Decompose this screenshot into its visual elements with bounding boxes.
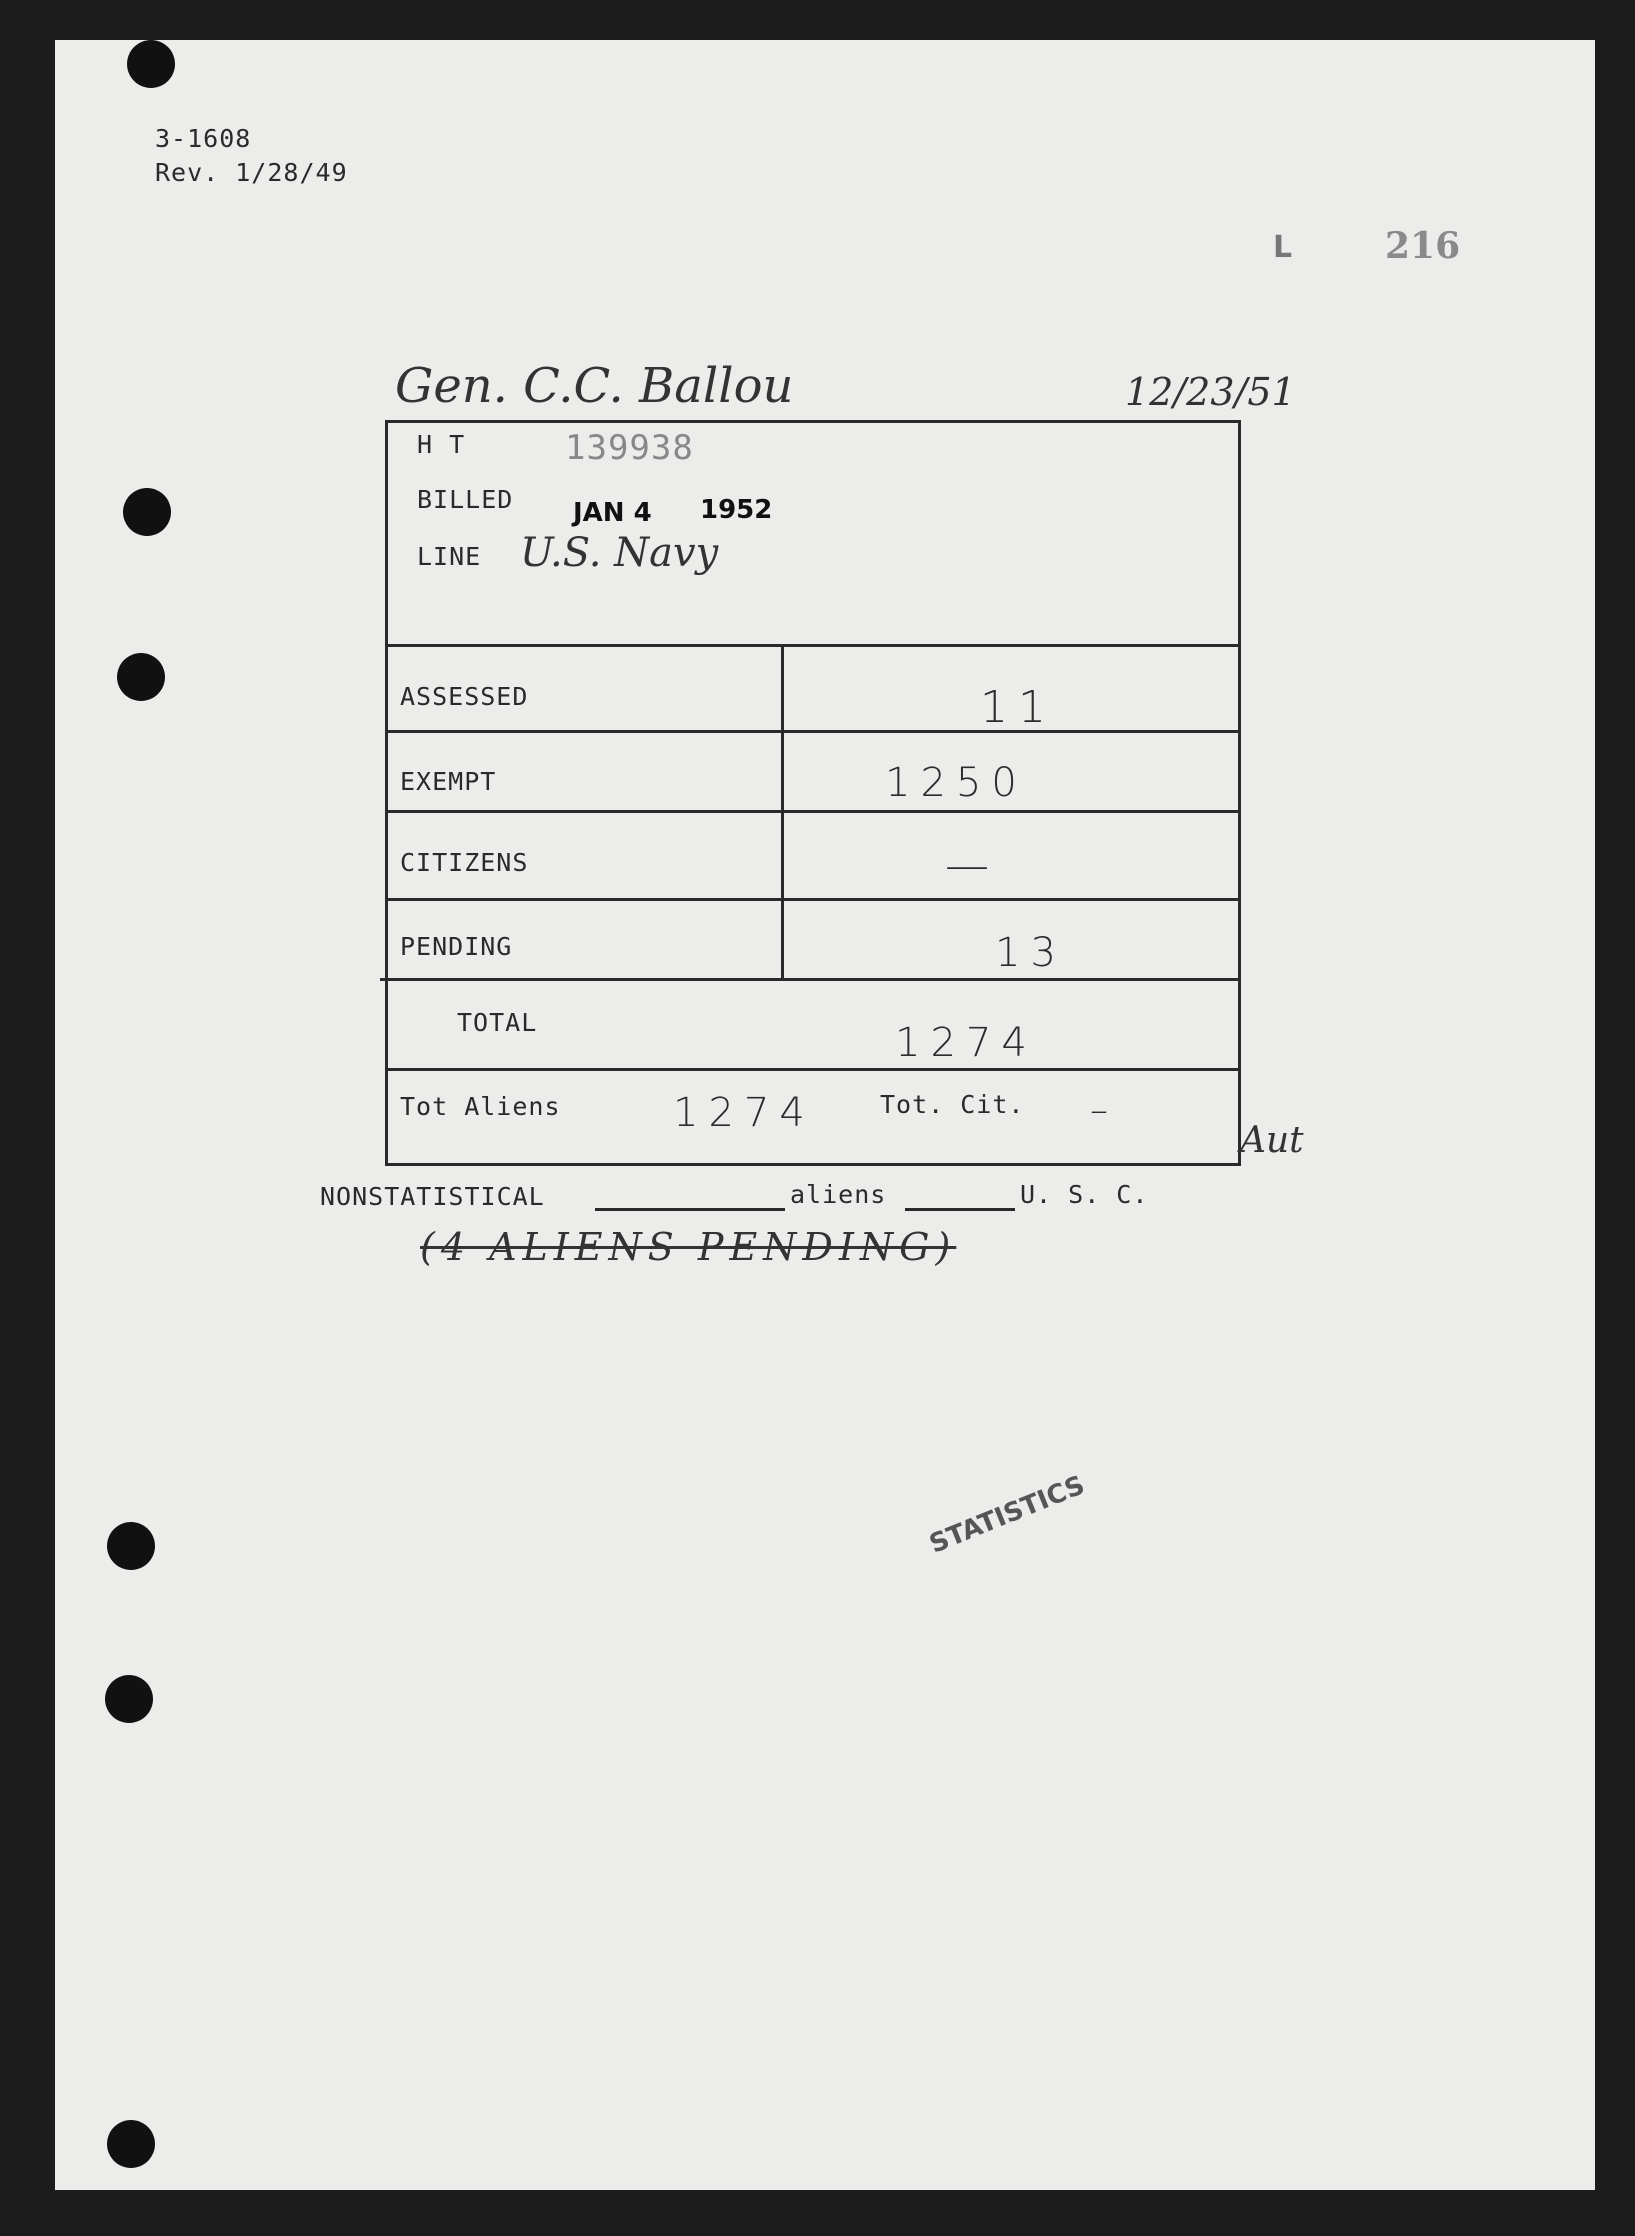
row-value-exempt: 1250	[885, 760, 1027, 806]
ship-name-handwritten: Gen. C.C. Ballou	[395, 358, 794, 414]
punch-hole	[105, 1675, 153, 1723]
table-divider	[385, 1068, 1241, 1071]
form-number: 3-1608	[155, 124, 252, 153]
nonstatistical-aliens-label: aliens	[790, 1180, 887, 1209]
line-label: LINE	[417, 542, 482, 571]
page-prefix: L	[1273, 230, 1293, 265]
tot-aliens-label: Tot Aliens	[400, 1092, 561, 1121]
row-label-exempt: EXEMPT	[400, 767, 497, 796]
row-label-pending: PENDING	[400, 932, 513, 961]
row-value-pending: 13	[995, 930, 1066, 976]
statistics-stamp: STATISTICS	[925, 1470, 1090, 1560]
row-label-citizens: CITIZENS	[400, 848, 529, 877]
usc-blank	[905, 1208, 1015, 1211]
total-label: TOTAL	[457, 1008, 538, 1037]
ht-number: 139938	[565, 428, 694, 468]
ht-label: H T	[417, 430, 466, 459]
page-number: 216	[1385, 225, 1461, 267]
total-value: 1274	[895, 1020, 1037, 1066]
nonstatistical-label: NONSTATISTICAL	[320, 1182, 545, 1211]
row-value-assessed: 11	[980, 682, 1056, 733]
form-revision: Rev. 1/28/49	[155, 158, 348, 187]
table-divider	[385, 898, 1241, 901]
aliens-blank	[595, 1208, 785, 1211]
billed-label: BILLED	[417, 485, 514, 514]
billed-date-year: 1952	[700, 495, 773, 525]
punch-hole	[127, 40, 175, 88]
table-divider	[380, 978, 1241, 981]
record-form-box	[385, 420, 1241, 1166]
row-value-citizens: —	[945, 840, 999, 891]
tot-aliens-value: 1274	[673, 1090, 815, 1136]
tot-cit-value: –	[1090, 1090, 1118, 1131]
table-divider	[385, 730, 1241, 733]
initials-handwritten: Aut	[1240, 1120, 1304, 1161]
punch-hole	[123, 488, 171, 536]
struck-note-handwritten: (4 ALIENS PENDING)	[420, 1225, 957, 1269]
column-divider	[781, 644, 784, 978]
billed-date-month-day: JAN 4	[573, 498, 652, 528]
row-label-assessed: ASSESSED	[400, 682, 529, 711]
document-page	[55, 40, 1595, 2190]
nonstatistical-usc-label: U. S. C.	[1020, 1180, 1149, 1209]
table-divider	[385, 644, 1241, 647]
punch-hole	[117, 653, 165, 701]
line-handwritten: U.S. Navy	[520, 530, 719, 576]
punch-hole	[107, 2120, 155, 2168]
date-handwritten: 12/23/51	[1125, 370, 1296, 414]
table-divider	[385, 810, 1241, 813]
tot-cit-label: Tot. Cit.	[880, 1090, 1025, 1119]
punch-hole	[107, 1522, 155, 1570]
